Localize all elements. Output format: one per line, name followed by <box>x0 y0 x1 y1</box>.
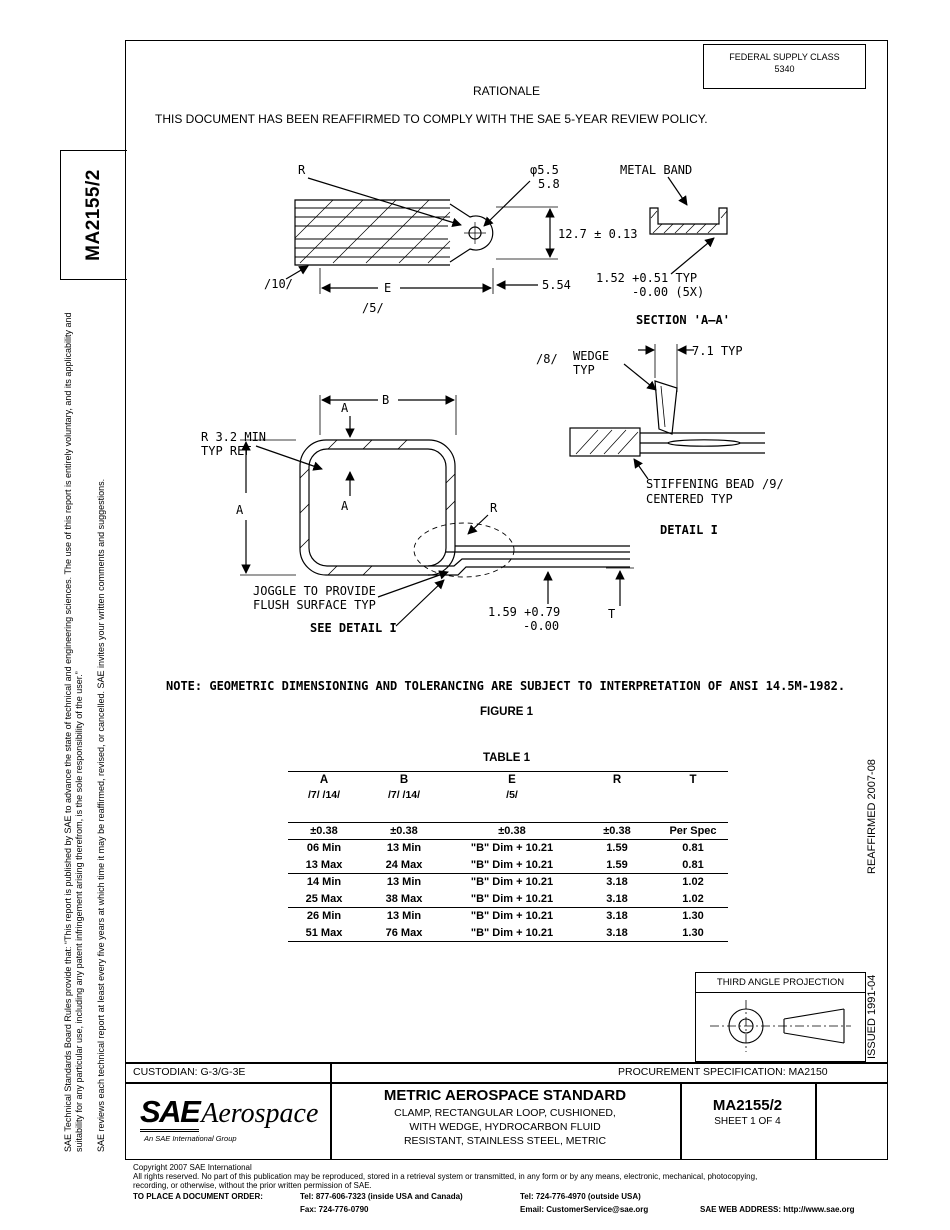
sae-aerospace-logo <box>140 1094 325 1143</box>
third-angle-projection-box <box>695 972 866 1062</box>
tolerance-b: ±0.38 <box>390 825 418 837</box>
table-row: 14 Min 13 Min "B" Dim + 10.21 3.18 1.02 <box>306 876 704 889</box>
table-header-row <box>288 772 728 788</box>
standard-heading: METRIC AEROSPACE STANDARD <box>383 1087 627 1104</box>
label-hole-diameter-2: 5.8 <box>538 177 560 191</box>
dim-band-thickness-2: -0.00 (5X) <box>632 285 705 299</box>
federal-supply-class-box <box>703 44 866 89</box>
label-metal-band: METAL BAND <box>620 163 693 177</box>
detail-i-view <box>570 344 765 479</box>
tolerance-r: ±0.38 <box>603 825 631 837</box>
dim-12-7: 12.7 ± 0.13 <box>558 227 638 241</box>
metal-band-leader-line <box>668 177 687 205</box>
rights-line2: recording, or otherwise, without the prior written permission of SAE. <box>133 1181 372 1190</box>
col-header-e: E <box>508 773 516 786</box>
col-subheader-t <box>658 788 728 803</box>
order-label: TO PLACE A DOCUMENT ORDER: <box>133 1192 263 1201</box>
rationale-title: RATIONALE <box>472 84 541 98</box>
dim-1-59-1: 1.59 +0.79 <box>488 605 561 619</box>
wedge-outline <box>655 381 677 434</box>
col-header-t: T <box>689 773 697 786</box>
loop-inner-outline <box>309 449 446 566</box>
bolt-hole-centerlines <box>464 222 486 244</box>
tolerance-a: ±0.38 <box>310 825 338 837</box>
label-r32-1: R 3.2 MIN <box>201 430 267 444</box>
doc-number-vertical: MA2155/2 <box>83 169 104 261</box>
figure-caption: FIGURE 1 <box>479 706 534 718</box>
fax-number: Fax: 724-776-0790 <box>300 1205 369 1214</box>
band-end-block <box>570 428 640 456</box>
gdt-note: NOTE: GEOMETRIC DIMENSIONING AND TOLERANCING ARE SUBJECT TO INTERPRETATION OF ANSI 14.5M-1982. <box>166 679 846 693</box>
dim-t: T <box>608 607 616 621</box>
standard-title-line3: RESISTANT, STAINLESS STEEL, METRIC <box>403 1135 607 1147</box>
dim-1-59-2: -0.00 <box>523 619 560 633</box>
label-stiffening-1: STIFFENING BEAD <box>646 477 755 491</box>
label-section-aa: SECTION 'A–A' <box>636 313 730 327</box>
table-row: 06 Min 13 Min "B" Dim + 10.21 1.59 0.81 <box>306 842 704 855</box>
label-see-detail: SEE DETAIL I <box>310 621 397 635</box>
joggle-leader <box>378 572 448 597</box>
rationale-text: THIS DOCUMENT HAS BEEN REAFFIRMED TO COMPLY WITH THE SAE 5-YEAR REVIEW POLICY. <box>155 112 708 126</box>
titleblock-divider <box>125 1082 888 1084</box>
sheet-info: SHEET 1 OF 4 <box>714 1116 781 1127</box>
col-header-r: R <box>612 773 622 786</box>
web-address: SAE WEB ADDRESS: http://www.sae.org <box>700 1205 855 1214</box>
label-joggle-2: FLUSH SURFACE TYP <box>253 598 376 612</box>
table-spacer-row <box>288 803 728 823</box>
r-leader-line <box>308 178 461 225</box>
label-wedge-1: WEDGE <box>573 349 610 363</box>
titleblock-doc-number: MA2155/2 <box>712 1097 783 1114</box>
dim-band-thickness-1: 1.52 +0.51 TYP <box>596 271 698 285</box>
table-1 <box>288 771 728 942</box>
table-row: 25 Max 38 Max "B" Dim + 10.21 3.18 1.02 <box>288 891 728 908</box>
table-subheader-row <box>288 788 728 803</box>
dim-e: E <box>384 281 392 295</box>
titleblock-divider <box>815 1082 817 1160</box>
col-header-a: A <box>319 773 329 786</box>
sae-logo-wordmark: SAE <box>140 1094 199 1132</box>
figure-1-drawing <box>128 148 886 660</box>
label-r-upper: R <box>298 163 306 177</box>
rights-line1: All rights reserved. No part of this publication may be reproduced, stored in a retrieval system or transmitted, in any form or by any means, electronic, mechanical, photocopying, <box>133 1172 758 1181</box>
band-end-hatching <box>576 430 638 454</box>
custodian-label: CUSTODIAN: G-3/G-3E <box>133 1066 246 1078</box>
loop-hatch-ticks <box>300 440 455 575</box>
flag-10: /10/ <box>264 277 293 291</box>
disclaimer-review: SAE reviews each technical report at least every five years at which time it may be reaffirmed, revised, or cancelled. SAE invites your written comments and suggestions. <box>96 478 106 1152</box>
label-joggle-1: JOGGLE TO PROVIDE <box>253 584 376 598</box>
wedge-leader <box>624 364 656 390</box>
clamp-body-hatching <box>295 200 450 263</box>
dim-b: B <box>382 393 390 407</box>
stiffening-bead-shape <box>668 440 740 446</box>
dim-5-54: 5.54 <box>542 278 571 292</box>
see-detail-leader <box>396 580 444 626</box>
flag-9: /9/ <box>762 477 784 491</box>
tolerance-e: ±0.38 <box>498 825 526 837</box>
copyright-line: Copyright 2007 SAE International <box>133 1163 252 1172</box>
label-detail-i: DETAIL I <box>660 523 718 537</box>
procurement-spec-label: PROCUREMENT SPECIFICATION: MA2150 <box>618 1066 828 1078</box>
titleblock-divider <box>125 1062 888 1064</box>
label-section-a-top: A <box>341 401 349 415</box>
aerospace-logo-text: Aerospace <box>201 1098 319 1129</box>
flag-5: /5/ <box>362 301 384 315</box>
third-angle-projection-symbol <box>696 993 863 1059</box>
email-address: Email: CustomerService@sae.org <box>520 1205 649 1214</box>
label-wedge-2: TYP <box>573 363 595 377</box>
federal-supply-class-label: FEDERAL SUPPLY CLASS <box>729 52 840 62</box>
col-subheader-e: /5/ <box>506 789 518 801</box>
flag-8: /8/ <box>536 352 558 366</box>
diameter-leader-line <box>484 181 530 226</box>
col-subheader-a: /7/ /14/ <box>307 789 341 801</box>
table-tolerance-row <box>288 823 728 840</box>
clamp-body-outline <box>295 200 450 265</box>
label-stiffening-2: CENTERED TYP <box>646 492 733 506</box>
third-angle-projection-label: THIRD ANGLE PROJECTION <box>696 973 865 993</box>
sae-logo-tagline: An SAE International Group <box>144 1134 237 1143</box>
col-header-b: B <box>399 773 409 786</box>
standard-title-line2: WITH WEDGE, HYDROCARBON FLUID <box>409 1121 601 1133</box>
dim-a: A <box>236 503 244 517</box>
stiffening-bead-leader <box>634 459 648 479</box>
tel-inside: Tel: 877-606-7323 (inside USA and Canada) <box>300 1192 463 1201</box>
table-caption: TABLE 1 <box>482 752 531 764</box>
r-mid-leader <box>468 515 488 534</box>
tolerance-t: Per Spec <box>669 825 717 837</box>
band-tail-line-4 <box>428 567 630 575</box>
table-row: 13 Max 24 Max "B" Dim + 10.21 1.59 0.81 <box>288 857 728 874</box>
band-thickness-leader <box>671 238 714 274</box>
label-hole-diameter-1: φ5.5 <box>530 163 559 177</box>
federal-supply-class-number: 5340 <box>774 64 795 74</box>
reaffirmed-date-vertical: REAFFIRMED 2007-08 <box>866 759 878 874</box>
standard-title-line1: CLAMP, RECTANGULAR LOOP, CUSHIONED, <box>394 1107 616 1119</box>
table-row: 26 Min 13 Min "B" Dim + 10.21 3.18 1.30 <box>306 910 704 923</box>
band-tail-line-3 <box>428 559 630 566</box>
tel-outside: Tel: 724-776-4970 (outside USA) <box>520 1192 641 1201</box>
col-subheader-r <box>576 788 658 803</box>
label-r-mid: R <box>490 501 498 515</box>
col-subheader-b: /7/ /14/ <box>387 789 421 801</box>
loop-outer-outline <box>300 440 455 575</box>
dim-7-1: 7.1 TYP <box>692 344 743 358</box>
table-row: 51 Max 76 Max "B" Dim + 10.21 3.18 1.30 <box>288 925 728 942</box>
label-section-a-inner: A <box>341 499 349 513</box>
disclaimer-board-rules: SAE Technical Standards Board Rules provide that: “This report is published by SAE to advance the state of technical and engineering sciences. The use of this report is entirely voluntary, and its applicability and suitability for any particular use, including any patent infringement arising therefrom, is the sole responsibility of the user.” <box>63 312 84 1152</box>
metal-band-hatching <box>651 211 727 233</box>
label-r32-2: TYP REF <box>201 444 252 458</box>
issued-date-vertical: ISSUED 1991-04 <box>866 974 878 1059</box>
